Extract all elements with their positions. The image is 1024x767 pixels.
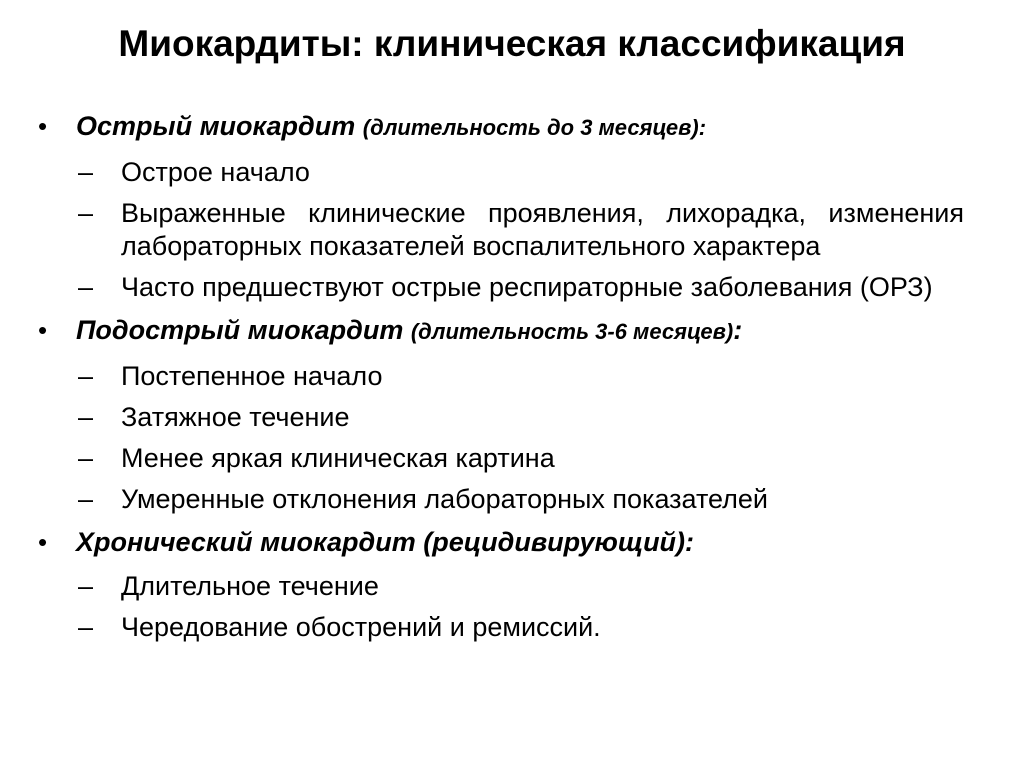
item-list xyxy=(76,360,964,516)
item-text: Острое начало xyxy=(121,157,310,187)
list-item xyxy=(76,197,964,263)
dash-icon: – xyxy=(78,198,94,228)
section-acute xyxy=(38,106,964,304)
bullet-icon: • xyxy=(38,527,48,557)
item-text: Постепенное начало xyxy=(121,361,383,391)
heading-text: Подострый миокардит xyxy=(76,315,404,345)
dash-icon: – xyxy=(78,612,94,642)
dash-icon: – xyxy=(78,571,94,601)
item-list xyxy=(76,570,964,644)
item-text: Выраженные клинические проявления, лихорадка, изменения лабораторных показателей воспалительного характера xyxy=(121,198,964,261)
heading-note: (длительность 3-6 месяцев) xyxy=(410,319,734,344)
item-text: Длительное течение xyxy=(121,571,379,601)
slide-title: Миокардиты: клиническая классификация xyxy=(118,23,906,64)
item-text: Затяжное течение xyxy=(121,402,350,432)
dash-icon: – xyxy=(78,157,94,187)
bullet-icon: • xyxy=(38,111,48,141)
section-chronic xyxy=(38,522,964,644)
dash-icon: – xyxy=(78,361,94,391)
section-heading xyxy=(76,106,964,148)
list-item xyxy=(76,611,964,644)
list-item xyxy=(76,401,964,434)
heading-text: Острый миокардит xyxy=(76,111,356,141)
section-subacute xyxy=(38,310,964,516)
heading-text: Хронический миокардит (рецидивирующий): xyxy=(76,527,695,557)
list-item xyxy=(76,360,964,393)
list-item xyxy=(76,570,964,603)
list-item xyxy=(76,483,964,516)
list-item xyxy=(76,271,964,304)
dash-icon: – xyxy=(78,272,94,302)
heading-note: (длительность до 3 месяцев): xyxy=(362,115,707,140)
item-text: Умеренные отклонения лабораторных показателей xyxy=(121,484,769,514)
dash-icon: – xyxy=(78,484,94,514)
item-text: Часто предшествуют острые респираторные заболевания (ОРЗ) xyxy=(121,272,933,302)
list-item xyxy=(76,442,964,475)
slide-content xyxy=(38,106,964,644)
item-list xyxy=(76,156,964,304)
heading-colon: : xyxy=(733,315,743,345)
item-text: Чередование обострений и ремиссий. xyxy=(121,612,601,642)
section-heading xyxy=(76,522,964,562)
list-item xyxy=(76,156,964,189)
bullet-icon: • xyxy=(38,315,48,345)
dash-icon: – xyxy=(78,443,94,473)
section-heading xyxy=(76,310,964,352)
item-text: Менее яркая клиническая картина xyxy=(121,443,555,473)
dash-icon: – xyxy=(78,402,94,432)
